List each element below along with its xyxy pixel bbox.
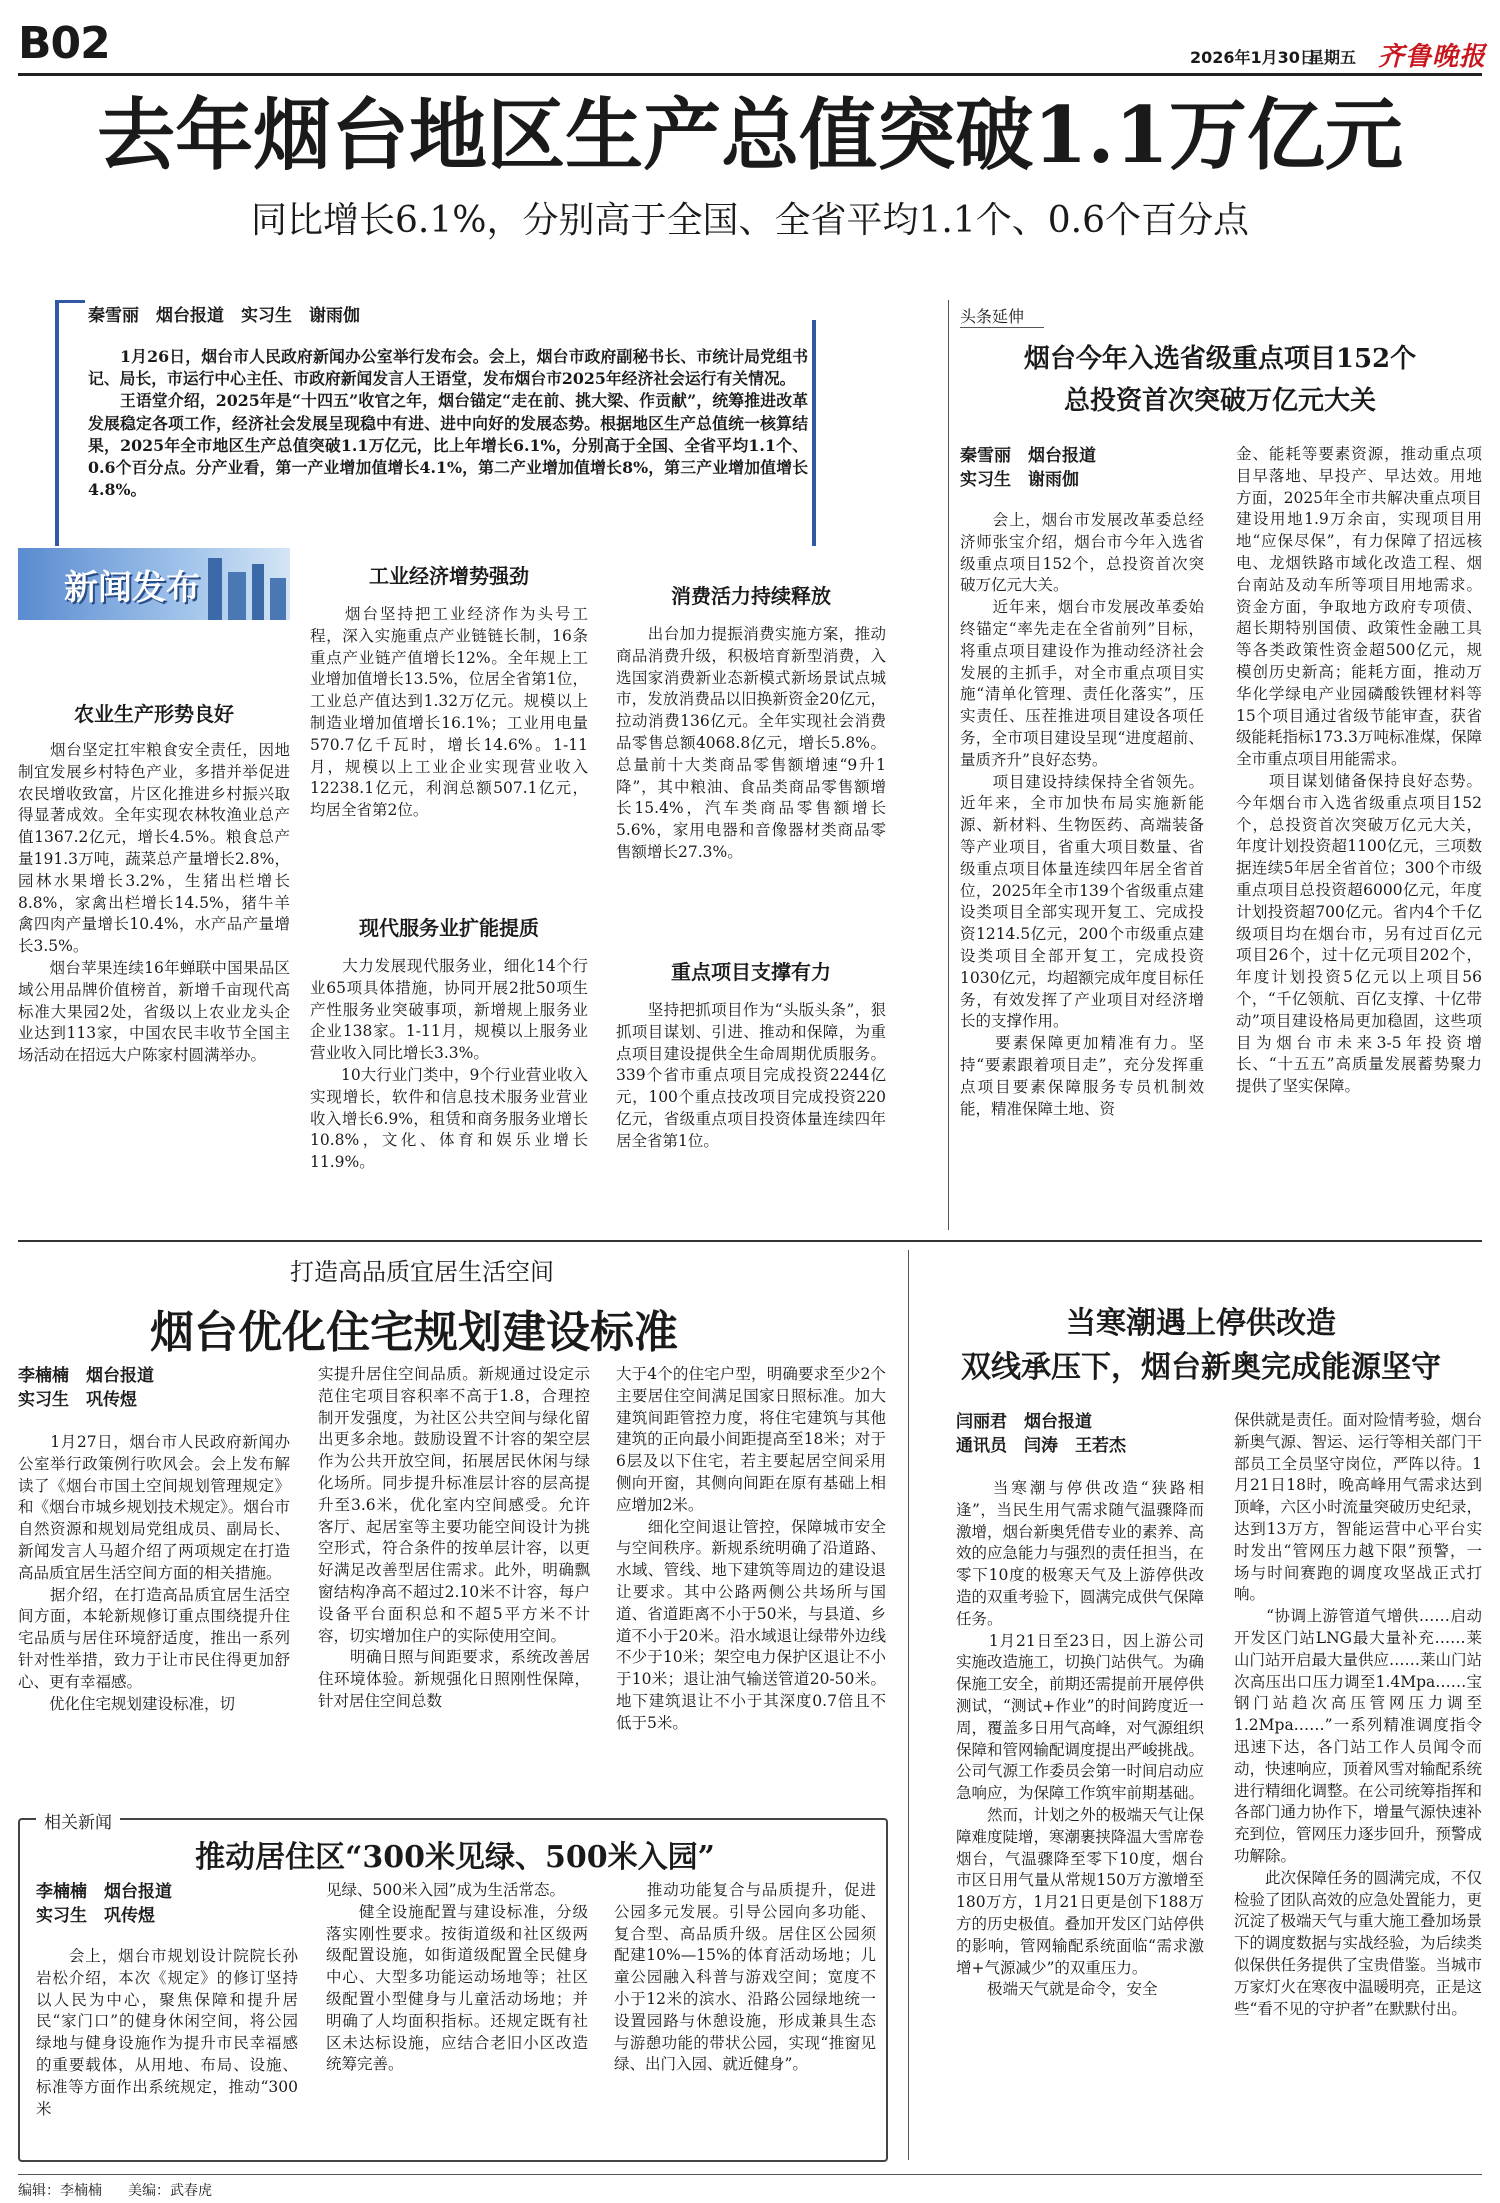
related-col2: 见绿、500米入园”成为生活常态。 健全设施配置与建设标准，分级落实刚性要求。按街道级和社区级两级配置设施，如街道级配置全民健身中心、大型多功能运动场地等；社区级配置小型健身与儿童活动场地；并明确了人均面积指标。还规定既有社区未达标设施，应结合老旧小区改造统筹完善。	[326, 1881, 588, 2074]
section-title-industry: 工业经济增势强劲	[369, 564, 529, 588]
footer-designer: 美编：武春虎	[128, 2183, 212, 2199]
column-divider	[908, 1250, 909, 2160]
footer-editor: 编辑：李楠楠	[18, 2183, 102, 2199]
section-title-services: 现代服务业扩能提质	[359, 916, 539, 940]
related-title: 推动居住区“300米见绿、500米入园”	[195, 1840, 715, 1875]
extension-title-line1: 烟台今年入选省级重点项目152个	[1023, 344, 1417, 374]
skyline-graphic	[208, 558, 222, 620]
housing-title: 烟台优化住宅规划建设标准	[150, 1307, 678, 1358]
related-byline: 李楠楠 烟台报道 实习生 巩传煜	[36, 1882, 172, 1926]
weekday: 星期五	[1308, 48, 1357, 67]
section-title-consumption: 消费活力持续释放	[671, 584, 831, 608]
skyline-graphic	[228, 572, 246, 620]
newspaper-logo: 齐鲁晚报	[1378, 42, 1487, 72]
extension-col2: 金、能耗等要素资源，推动重点项目早落地、早投产、早达效。用地方面，2025年全市共解决重点项目建设用地1.9万余亩，实现项目用地“应保尽保”，有力保障了招远核电、龙烟铁路市域化改造工程、烟台南站及动车所等项目用地需求。资金方面，争取地方政府专项债、超长期特别国债、政策性金融工具等各类政策性资金超500亿元，规模创历史新高；能耗方面，推动万华化学绿电产业园磷酸铁锂材料等15个项目通过省级节能审查，获省级能耗指标173.3万吨标准煤，保障全市重点项目用能需求。 项目谋划储备保持良好态势。今年烟台市入选省级重点项目152个，总投资首次突破万亿元大关，年度计划投资超1100亿元，三项数据连续5年居全省首位；300个市级重点项目总投资超6000亿元，年度计划投资超700亿元。省内4个千亿级项目均在烟台市，另有过百亿元项目26个，过十亿元项目202个，年度计划投资5亿元以上项目56个，“千亿领航、百亿支撑、十亿带动”项目建设格局更加稳固，这些项目为烟台市未来3-5年投资增长、“十五五”高质量发展蓄势聚力提供了坚实保障。	[1236, 445, 1482, 1096]
lead-byline: 秦雪丽 烟台报道 实习生 谢雨伽	[88, 306, 360, 326]
lead-intro: 1月26日，烟台市人民政府新闻办公室举行发布会。会上，烟台市政府副秘书长、市统计局党组书记、局长，市运行中心主任、市政府新闻发言人王语堂，发布烟台市2025年经济社会运行有关情况。 王语堂介绍，2025年是“十四五”收官之年，烟台锚定“走在前、挑大梁、作贡献”，统筹推进改革发展稳定各项工作，经济社会发展呈现稳中有进、进中向好的发展态势。根据地区生产总值统一核算结果，2025年全市地区生产总值突破1.1万亿元，比上年增长6.1%，分别高于全国、全省平均1.1个、0.6个百分点。分产业看，第一产业增加值增长4.1%，第二产业增加值增长8%，第三产业增加值增长4.8%。	[88, 347, 808, 500]
badge-label: 新闻发布	[64, 568, 200, 608]
page-number: B02	[18, 18, 110, 69]
housing-col3: 大于4个的住宅户型，明确要求至少2个主要居住空间满足国家日照标准。加大建筑间距管控力度，将住宅建筑与其他建筑的正向最小间距提高至18米；对于6层及以下住宅，若主要起居空间采用侧向开窗，其侧向间距在原有基础上相应增加2米。 细化空间退让管控，保障城市安全与空间秩序。新规系统明确了沿道路、水域、管线、地下建筑等周边的建设退让要求。其中公路两侧公共场所与国道、省道距离不小于50米，与县道、乡道不小于20米。沿水域退让绿带外边线不少于10米；架空电力保护区退让不小于10米；退让油气输送管道20-50米。地下建筑退让不小于其深度0.7倍且不低于5米。	[616, 1365, 886, 1732]
energy-col2: 保供就是责任。面对险情考验，烟台新奥气源、智运、运行等相关部门干部员工全员坚守岗位，严阵以待。1月21日18时，晚高峰用气需求达到顶峰，六区小时流量突破历史纪录，达到13万方，智能运营中心平台实时发出“管网压力越下限”预警，一场与时间赛跑的调度攻坚战正式打响。 “协调上游管道气增供……启动开发区门站LNG最大量补充……莱山门站开启最大量供应……莱山门站次高压出口压力调至1.4Mpa……宝钢门站趋次高压管网压力调至1.2Mpa……”一系列精准调度指令迅速下达，各门站工作人员闻令而动，快速响应，顶着风雪对输配系统进行精细化调整。在公司统筹指挥和各部门通力协作下，增量气源快速补充到位，管网压力逐步回升，预警成功解除。 此次保障任务的圆满完成，不仅检验了团队高效的应急处置能力，更沉淀了极端天气与重大施工叠加场景下的调度数据与实战经验，为后续类似保供任务提供了宝贵借鉴。当城市万家灯火在寒夜中温暖明亮，正是这些“看不见的守护者”在默默付出。	[1234, 1411, 1483, 2018]
section-title-projects: 重点项目支撑有力	[671, 960, 831, 984]
intro-box-right-border	[812, 320, 816, 546]
publication-date: 2026年1月30日	[1190, 48, 1316, 67]
intro-box-top-border	[55, 300, 85, 303]
masthead-rule	[18, 73, 1482, 76]
housing-byline: 李楠楠 烟台报道 实习生 巩传煜	[18, 1366, 154, 1410]
housing-kicker: 打造高品质宜居生活空间	[290, 1258, 554, 1286]
energy-title-line1: 当寒潮遇上停供改造	[1066, 1306, 1336, 1341]
energy-byline: 闫丽君 烟台报道 通讯员 闫涛 王若杰	[956, 1412, 1126, 1456]
section-body-agriculture: 烟台坚定扛牢粮食安全责任，因地制宜发展乡村特色产业，多措并举促进农民增收致富，片区化推进乡村振兴取得显著成效。全年实现农林牧渔业总产值1367.2亿元，增长4.5%。粮食总产量191.3万吨，蔬菜总产量增长2.8%，园林水果增长3.2%，生猪出栏增长8.8%，家禽出栏增长14.5%，猪牛羊禽四肉产量增长10.4%，水产品产量增长3.5%。 烟台苹果连续16年蝉联中国果品区域公用品牌价值榜首，新增千亩现代高标准大果园2处，省级以上农业龙头企业达到113家，中国农民丰收节全国主场活动在招远大户陈家村圆满举办。	[18, 741, 290, 1065]
lead-headline: 去年烟台地区生产总值突破1.1万亿元	[97, 90, 1403, 181]
section-body-consumption: 出台加力提振消费实施方案，推动商品消费升级，积极培育新型消费，入选国家消费新业态新模式新场景试点城市，发放消费品以旧换新资金20亿元，拉动消费136亿元。全年实现社会消费品零售总额4068.8亿元，增长5.8%。总量前十大类商品零售额增速“9升1降”，其中粮油、食品类商品零售额增长15.4%，汽车类商品零售额增长5.6%，家用电器和音像器材类商品零售额增长27.3%。	[616, 625, 886, 861]
extension-tag: 头条延伸	[960, 304, 1044, 328]
lead-subheadline: 同比增长6.1%，分别高于全国、全省平均1.1个、0.6个百分点	[251, 200, 1249, 241]
footer-rule	[18, 2174, 1482, 2175]
extension-title-line2: 总投资首次突破万亿元大关	[1063, 386, 1376, 416]
skyline-graphic	[270, 578, 286, 620]
intro-box-left-border	[55, 300, 59, 546]
skyline-graphic	[252, 564, 264, 620]
column-divider	[948, 300, 949, 1230]
section-body-projects: 坚持把抓项目作为“头版头条”，狠抓项目谋划、引进、推动和保障，为重点项目建设提供全生命周期优质服务。339个省市重点项目完成投资2244亿元，100个重点技改项目完成投资220亿元，省级重点项目投资体量连续四年居全省第1位。	[616, 1001, 886, 1150]
section-body-industry: 烟台坚持把工业经济作为头号工程，深入实施重点产业链链长制，16条重点产业链产值增长12%。全年规上工业增加值增长13.5%，位居全省第1位，工业总产值达到1.32万亿元。规模以上制造业增加值增长16.1%；工业用电量570.7亿千瓦时，增长14.6%。1-11月，规模以上工业企业实现营业收入12238.1亿元，利润总额507.1亿元，均居全省第2位。	[310, 605, 588, 820]
related-tag: 相关新闻	[36, 1808, 120, 1833]
related-col3: 推动功能复合与品质提升，促进公园多元发展。引导公园向多功能、复合型、高品质升级。居住区公园须配建10%—15%的体育活动场地；儿童公园融入科普与游戏空间；宽度不小于12米的滨水、沿路公园绿地统一设置园路与休憩设施，形成兼具生态与游憩功能的带状公园，实现“推窗见绿、出门入园、就近健身”。	[614, 1881, 876, 2074]
section-rule	[18, 1240, 1482, 1242]
housing-col2: 实提升居住空间品质。新规通过设定示范住宅项目容积率不高于1.8，合理控制开发强度，为社区公共空间与绿化留出更多余地。鼓励设置不计容的架空层作为公共开放空间，拓展居民休闲与绿化场所。同步提升标准层计容的层高提升至3.6米，优化室内空间感受。允许客厅、起居室等主要功能空间设计为挑空形式，符合条件的按单层计容，以更好满足改善型居住需求。此外，明确飘窗结构净高不超过2.10米不计容，每户设备平台面积总和不超5平方米不计容，切实增加住户的实际使用空间。 明确日照与间距要求，系统改善居住环境体验。新规强化日照刚性保障，针对居住空间总数	[318, 1365, 590, 1710]
related-col1: 会上，烟台市规划设计院院长孙岩松介绍，本次《规定》的修订坚持以人民为中心，聚焦保障和提升居民“家门口”的健身休闲空间，将公园绿地与健身设施作为提升市民幸福感的重要载体，从用地、布局、设施、标准等方面作出系统规定，推动“300米	[36, 1947, 298, 2118]
energy-title-line2: 双线承压下，烟台新奥完成能源坚守	[961, 1350, 1441, 1385]
energy-col1: 当寒潮与停供改造“狭路相逢”，当民生用气需求随气温骤降而激增，烟台新奥凭借专业的素养、高效的应急能力与强烈的责任担当，在零下10度的极寒天气及上游停供改造的双重考验下，圆满完成供气保障任务。 1月21日至23日，因上游公司实施改造施工，切换门站供气。为确保施工安全，前期还需提前开展停供测试，“测试+作业”的时间跨度近一周，覆盖多日用气高峰，对气源组织保障和管网输配调度提出严峻挑战。公司气源工作委员会第一时间启动应急响应，为保障工作筑牢前期基础。 然而，计划之外的极端天气让保障难度陡增，寒潮裹挟降温大雪席卷烟台，气温骤降至零下10度，烟台市区日用气量从常规150万方激增至180万方，1月21日更是创下188万方的历史极值。叠加开发区门站停供的影响，管网输配系统面临“需求激增+气源减少”的双重压力。 极端天气就是命令，安全	[956, 1479, 1205, 1999]
section-body-services: 大力发展现代服务业，细化14个行业65项具体措施，协同开展2批50项生产性服务业突破事项，新增规上服务业企业138家。1-11月，规模以上服务业营业收入同比增长3.3%。 10大行业门类中，9个行业营业收入实现增长，软件和信息技术服务业营业收入增长6.9%，租赁和商务服务业增长10.8%，文化、体育和娱乐业增长11.9%。	[310, 957, 588, 1172]
housing-col1: 1月27日，烟台市人民政府新闻办公室举行政策例行吹风会。会上发布解读了《烟台市国土空间规划管理规定》和《烟台市城乡规划技术规定》。烟台市自然资源和规划局党组成员、副局长、新闻发言人马超介绍了两项规定在打造高品质宜居生活空间方面的相关措施。 据介绍，在打造高品质宜居生活空间方面，本轮新规修订重点围绕提升住宅品质与居住环境舒适度，推出一系列针对性举措，致力于让市民住得更加舒心、更有幸福感。 优化住宅规划建设标准，切	[18, 1433, 290, 1713]
news-release-badge	[18, 548, 290, 620]
section-title-agriculture: 农业生产形势良好	[74, 702, 234, 726]
extension-byline: 秦雪丽 烟台报道 实习生 谢雨伽	[960, 446, 1096, 490]
extension-col1: 会上，烟台市发展改革委总经济师张宝介绍，烟台市今年入选省级重点项目152个，总投资首次突破万亿元大关。 近年来，烟台市发展改革委始终锚定“率先走在全省前列”目标，将重点项目建设作为推动经济社会发展的主抓手，对全市重点项目实施“清单化管理、责任化落实”，压实责任、压茬推进项目建设各项任务，全市项目建设呈现“进度超前、量质齐升”良好态势。 项目建设持续保持全省领先。近年来，全市加快布局实施新能源、新材料、生物医药、高端装备等产业项目，省重大项目数量、省级重点项目体量连续四年居全省首位，2025年全市139个省级重点建设类项目全部实现开复工、完成投资1214.5亿元，200个市级重点建设类项目全部开复工，完成投资1030亿元，均超额完成年度目标任务，有效发挥了产业项目对经济增长的支撑作用。 要素保障更加精准有力。坚持“要素跟着项目走”，充分发挥重点项目要素保障服务专员机制效能，精准保障土地、资	[960, 511, 1204, 1118]
